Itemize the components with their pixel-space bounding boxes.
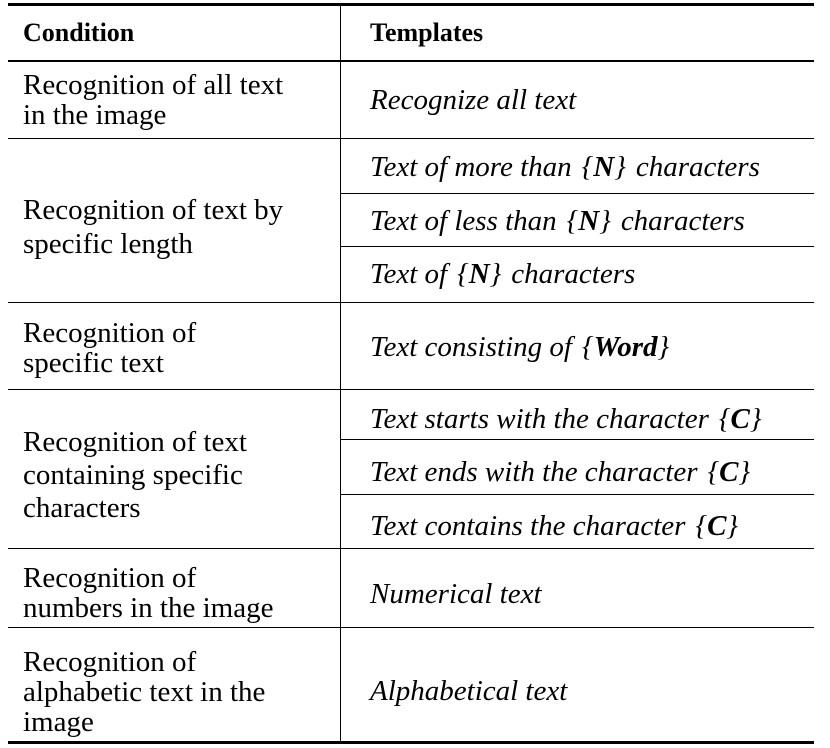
template-cell [370,457,750,487]
template-text: Text contains the character [370,510,686,542]
placeholder-brace-close: } [489,258,502,290]
template-text: Numerical text [370,578,542,610]
condition-line: Recognition of [23,317,197,349]
condition-line: specific text [23,347,164,379]
template-cell [370,206,745,236]
placeholder-brace-open: { [581,151,594,183]
template-text-suffix: characters [635,151,760,183]
condition-line: numbers in the image [23,592,274,624]
placeholder-brace-close: } [599,205,611,237]
condition-cell [23,70,283,130]
template-text-suffix: characters [511,258,636,290]
sub-row-divider [341,193,814,194]
template-text: Text of less than [370,205,557,237]
placeholder-token: C [719,456,739,488]
placeholder-brace-open: { [718,403,731,435]
placeholder-token: N [593,151,615,183]
placeholder-token: C [730,403,750,435]
condition-line: image [23,706,94,738]
placeholder-brace-close: } [657,331,670,363]
header-templates: Templates [370,18,484,47]
placeholder-brace-open: { [581,331,594,363]
template-cell [370,404,761,434]
placeholder-brace-close: } [749,403,762,435]
template-cell [370,152,760,182]
row-divider [8,138,814,139]
placeholder-brace-close: } [726,510,739,542]
row-divider [8,548,814,549]
placeholder-brace-open: { [695,510,708,542]
row-divider [8,627,814,628]
row-divider [8,389,814,390]
condition-line: specific length [23,228,193,260]
placeholder-token: C [707,510,727,542]
template-text-suffix: characters [620,205,745,237]
template-cell [370,579,542,609]
placeholder-brace-open: { [566,205,579,237]
template-cell [370,676,567,706]
template-cell [370,85,576,115]
sub-row-divider [341,494,814,495]
header-condition: Condition [23,18,135,47]
bottom-rule [8,741,814,744]
condition-cell [23,563,273,623]
template-text: Alphabetical text [370,675,568,707]
template-text: Text consisting of [370,331,572,363]
template-text: Text ends with the character [370,456,698,488]
placeholder-token: N [468,258,490,290]
condition-line: Recognition of [23,562,197,594]
condition-cell [23,647,265,737]
top-rule [8,3,814,6]
template-cell [370,259,635,289]
placeholder-token: Word [593,331,658,363]
template-text: Recognize all text [370,84,577,116]
condition-line: Recognition of text [23,426,247,458]
sub-row-divider [341,246,814,247]
template-text: Text of [370,258,448,290]
condition-line: Recognition of all text [23,69,284,101]
placeholder-brace-open: { [457,258,469,290]
condition-line: containing specific [23,459,243,491]
template-text: Text of more than [370,151,572,183]
placeholder-brace-close: } [614,151,626,183]
condition-cell [23,426,247,525]
condition-line: Recognition of text by [23,194,284,226]
template-cell [370,511,738,541]
header-rule [8,60,814,62]
placeholder-brace-close: } [738,456,751,488]
template-cell [370,332,669,362]
column-divider [340,5,341,743]
template-text: Text starts with the character [370,403,709,435]
condition-line: Recognition of [23,646,197,678]
placeholder-token: N [578,205,600,237]
condition-line: in the image [23,99,167,131]
condition-cell [23,318,196,378]
condition-line: alphabetic text in the [23,676,266,708]
sub-row-divider [341,439,814,440]
condition-line: characters [23,492,141,524]
placeholder-brace-open: { [707,456,720,488]
condition-cell [23,193,283,261]
row-divider [8,302,814,303]
